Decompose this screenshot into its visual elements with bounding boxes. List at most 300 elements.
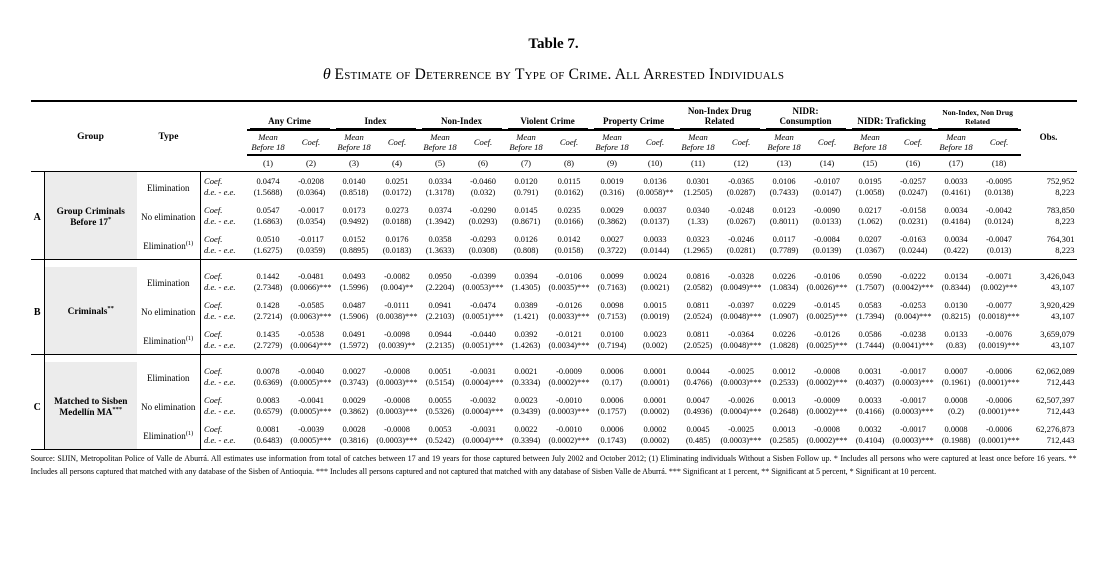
coef-value: 0.0226 [772, 330, 796, 339]
coef-value: 0.0023 [643, 330, 667, 339]
se-value: (0.2533) [769, 378, 799, 387]
coef-value: 0.0028 [342, 425, 366, 434]
coef-value: 0.0045 [686, 425, 710, 434]
se-value: (0.004)*** [894, 312, 932, 321]
se-value: (0.6483) [247, 435, 290, 450]
coef-value: 0.0152 [342, 235, 366, 244]
column-number: (16) [892, 155, 935, 172]
se-value: (0.0064)*** [290, 340, 333, 355]
theta-symbol: θ [322, 66, 331, 83]
type-label: Elimination [143, 336, 186, 346]
se-value: (1.6863) [253, 217, 283, 226]
coef-value: 0.0474 [256, 177, 280, 186]
se-value: (0.0139) [806, 245, 849, 260]
se-value: (0.0025)*** [806, 312, 848, 321]
se-value: (0.0003)*** [892, 435, 935, 450]
group-spacer-row [31, 355, 1077, 363]
coef-row [31, 362, 1077, 377]
coef-row-label: Coef. [201, 230, 247, 245]
coef-value: 0.0001 [643, 367, 667, 376]
coef-value: -0.0481 [298, 272, 324, 281]
se-value: (1.0834) [769, 283, 799, 292]
se-value: (1.3178) [425, 188, 455, 197]
se-value: (0.7153) [597, 312, 627, 321]
type-label: Elimination [147, 278, 190, 288]
se-value: (0.0183) [376, 245, 419, 260]
se-value: (0.0354) [296, 217, 326, 226]
se-value: (1.2965) [677, 245, 720, 260]
se-row-label: d.e. - e.e. [201, 435, 247, 450]
column-number: (5) [419, 155, 462, 172]
table-subtitle [0, 66, 1107, 84]
se-row-label: d.e. - e.e. [201, 187, 247, 201]
coef-value: -0.0126 [814, 330, 840, 339]
crime-category-header [247, 101, 333, 130]
se-value: (0.83) [935, 340, 978, 355]
obs-value: 43,107 [1021, 340, 1077, 355]
se-value: (0.0001)*** [978, 435, 1021, 450]
coef-row [31, 267, 1077, 282]
se-value: (1.7444) [849, 340, 892, 355]
se-value: (0.0041)*** [892, 340, 935, 355]
coef-row [31, 172, 1077, 188]
se-value: (0.0267) [726, 217, 756, 226]
se-value: (0.0002)*** [806, 378, 848, 387]
se-value: (0.0035)*** [548, 283, 590, 292]
se-value: (0.0005)*** [290, 378, 332, 387]
group-letter: C [31, 362, 45, 450]
type-superscript: (1) [185, 240, 194, 247]
se-value: (0.0364) [296, 188, 326, 197]
crime-category-label: Violent Crime [508, 105, 588, 129]
letter-column-header [31, 101, 45, 172]
coef-value: -0.0071 [986, 272, 1012, 281]
se-value: (1.3633) [419, 245, 462, 260]
se-value: (0.1743) [591, 435, 634, 450]
se-value: (0.5242) [419, 435, 462, 450]
type-cell [137, 420, 201, 450]
coef-value: -0.0006 [986, 367, 1012, 376]
se-value: (2.2204) [425, 283, 455, 292]
se-value: (0.0138) [984, 188, 1014, 197]
se-value: (0.0048)*** [720, 340, 763, 355]
coef-value: 0.0323 [686, 235, 710, 244]
footnote: Source: SIJIN, Metropolitan Police of Valle de Aburrá. All estimates use information from total of catches between 17 and 19 years for those captured between July 2002 and October 2012; (1) Eliminating individuals Without a Sisben Follow up. * Includes all persons who were captured at least once before 16 years. ** Includes all persons captured that matched with any database of the Sisben of Antioquia. *** Includes all persons captured and not captured that matched with any database of Sisben Valle de Aburrá. *** Significant at 1 percent, ** Significant at 5 percent, * Significant at 10 percent. [30, 454, 1077, 476]
se-value: (0.3394) [505, 435, 548, 450]
coef-value: 0.1435 [256, 330, 280, 339]
coef-value: -0.0040 [298, 367, 324, 376]
coef-value: 0.0006 [600, 367, 624, 376]
type-cell [137, 267, 201, 296]
se-value: (0.0063)*** [290, 312, 332, 321]
coef-value: 0.0134 [944, 272, 968, 281]
type-label: No elimination [141, 212, 196, 222]
se-value: (0.0001) [640, 378, 670, 387]
obs-value: 3,426,043 [1040, 271, 1075, 281]
coef-value: -0.0208 [298, 177, 324, 186]
se-value: (0.7163) [597, 283, 627, 292]
stat-label-column-header [201, 101, 247, 172]
se-value: (0.0049)*** [720, 283, 762, 292]
coef-value: 0.1428 [256, 301, 280, 310]
se-value: (1.0058) [855, 188, 885, 197]
coef-value: 0.0047 [686, 396, 710, 405]
se-value: (0.0053)*** [462, 283, 504, 292]
mean-before-18-subheader: Mean Before 18 [935, 130, 978, 155]
column-number: (12) [720, 155, 763, 172]
type-cell [137, 201, 201, 230]
coef-value: 0.0394 [514, 272, 538, 281]
crime-category-header [333, 101, 419, 130]
obs-value: 712,443 [1046, 377, 1075, 387]
coef-value: -0.0041 [298, 396, 324, 405]
coef-value: 0.0816 [686, 272, 710, 281]
coef-value: -0.0042 [986, 206, 1012, 215]
se-value: (1.4263) [505, 340, 548, 355]
coef-value: -0.0145 [814, 301, 840, 310]
se-value: (2.2135) [419, 340, 462, 355]
type-label: Elimination [147, 373, 190, 383]
coef-value: -0.0076 [986, 330, 1012, 339]
coef-value: -0.0008 [384, 425, 410, 434]
coef-value: 0.0044 [686, 367, 710, 376]
coef-value: -0.0290 [470, 206, 496, 215]
se-value: (0.0144) [634, 245, 677, 260]
crime-category-header [419, 101, 505, 130]
group-letter: B [31, 267, 45, 355]
se-value: (2.7214) [253, 312, 283, 321]
coef-value: -0.0006 [986, 425, 1012, 434]
obs-value: 62,507,397 [1035, 395, 1075, 405]
coef-value: 0.0081 [256, 425, 280, 434]
coef-value: 0.0033 [858, 396, 882, 405]
se-row-label: d.e. - e.e. [201, 377, 247, 391]
coef-value: -0.0006 [986, 396, 1012, 405]
coef-value: -0.0032 [470, 396, 496, 405]
coef-value: 0.0235 [557, 206, 581, 215]
se-value: (1.5972) [333, 340, 376, 355]
se-value: (0.0137) [640, 217, 670, 226]
coef-value: 0.0226 [772, 272, 796, 281]
coef-value: -0.0010 [556, 425, 582, 434]
se-row-label: d.e. - e.e. [201, 216, 247, 230]
coef-subheader: Coef. [548, 130, 591, 155]
obs-value: 712,443 [1021, 435, 1077, 450]
mean-before-18-subheader: Mean Before 18 [849, 130, 892, 155]
coef-subheader: Coef. [376, 130, 419, 155]
group-column-header: Group [45, 101, 137, 172]
se-value: (0.0359) [290, 245, 333, 260]
table-header [31, 101, 1077, 172]
coef-value: 0.0547 [256, 206, 280, 215]
se-value: (0.0247) [898, 188, 928, 197]
se-value: (1.2505) [683, 188, 713, 197]
se-value: (0.002)*** [980, 283, 1018, 292]
coef-value: 0.0013 [772, 425, 796, 434]
coef-value: -0.0008 [814, 367, 840, 376]
se-value: (0.0166) [554, 217, 584, 226]
crime-category-label: Non-Index [422, 105, 502, 129]
coef-value: 0.0583 [858, 301, 882, 310]
coef-value: -0.0293 [470, 235, 496, 244]
coef-value: 0.0491 [342, 330, 366, 339]
se-value: (0.8895) [333, 245, 376, 260]
coef-value: 0.0053 [428, 425, 452, 434]
se-value: (0.0005)*** [290, 435, 333, 450]
coef-value: -0.0474 [470, 301, 496, 310]
se-value: (0.3722) [591, 245, 634, 260]
coef-value: -0.0126 [556, 301, 582, 310]
coef-value: -0.0538 [298, 330, 324, 339]
type-cell [137, 391, 201, 420]
se-value: (2.0582) [683, 283, 713, 292]
coef-value: 0.0944 [428, 330, 452, 339]
coef-value: 0.0033 [643, 235, 667, 244]
se-value: (1.7394) [855, 312, 885, 321]
coef-value: 0.0098 [600, 301, 624, 310]
group-name-superscript: *** [112, 405, 123, 413]
se-value: (0.3816) [333, 435, 376, 450]
obs-value: 8,223 [1055, 216, 1075, 226]
coef-value: 0.0022 [514, 425, 538, 434]
obs-value: 712,443 [1046, 406, 1075, 416]
se-value: (1.6275) [247, 245, 290, 260]
coef-value: 0.0008 [944, 425, 968, 434]
coef-value: -0.0106 [556, 272, 582, 281]
coef-value: -0.0077 [986, 301, 1012, 310]
type-cell [137, 325, 201, 355]
coef-row [31, 325, 1077, 340]
coef-row-label: Coef. [201, 391, 247, 406]
se-value: (0.3862) [597, 217, 627, 226]
coef-value: 0.0033 [944, 177, 968, 186]
se-value: (0.0001)*** [978, 407, 1020, 416]
se-value: (0.6579) [253, 407, 283, 416]
obs-value: 8,223 [1021, 245, 1077, 260]
group-name-cell [45, 172, 137, 260]
coef-value: -0.0017 [900, 396, 926, 405]
se-value: (2.0525) [677, 340, 720, 355]
coef-row [31, 296, 1077, 311]
coef-value: 0.0374 [428, 206, 452, 215]
coef-value: 0.0013 [772, 396, 796, 405]
se-row-label: d.e. - e.e. [201, 406, 247, 420]
coef-value: 0.0126 [514, 235, 538, 244]
coef-value: 0.0487 [342, 301, 366, 310]
se-value: (0.0004)*** [462, 407, 504, 416]
crime-category-header [763, 101, 849, 130]
coef-value: -0.0017 [298, 206, 324, 215]
se-value: (0.0003)*** [892, 407, 934, 416]
coef-value: -0.0084 [814, 235, 840, 244]
coef-value: 0.0229 [772, 301, 796, 310]
coef-value: -0.0163 [900, 235, 926, 244]
se-value: (0.4936) [683, 407, 713, 416]
coef-value: 0.1442 [256, 272, 280, 281]
coef-value: 0.0392 [514, 330, 538, 339]
column-number: (1) [247, 155, 290, 172]
coef-row-label: Coef. [201, 362, 247, 377]
se-value: (0.3439) [511, 407, 541, 416]
coef-value: 0.0334 [428, 177, 452, 186]
crime-category-label: Non-Index Drug Related [680, 105, 760, 129]
coef-value: -0.0399 [470, 272, 496, 281]
coef-row-label: Coef. [201, 267, 247, 282]
se-value: (0.3334) [511, 378, 541, 387]
se-row-label: d.e. - e.e. [201, 245, 247, 260]
se-value: (0.0003)*** [892, 378, 934, 387]
table-number-title: Table 7. [528, 36, 579, 52]
coef-value: -0.0222 [900, 272, 926, 281]
coef-value: -0.0121 [556, 330, 582, 339]
se-value: (1.0367) [849, 245, 892, 260]
se-value: (1.062) [857, 217, 883, 226]
group-name: Matched to Sisben Medellín MA [54, 396, 128, 418]
coef-row [31, 391, 1077, 406]
coef-value: -0.0095 [986, 177, 1012, 186]
se-value: (0.2648) [769, 407, 799, 416]
type-superscript: (1) [185, 335, 194, 342]
group-letter: A [31, 172, 45, 260]
se-value: (0.0002) [640, 407, 670, 416]
se-value: (0.4166) [855, 407, 885, 416]
se-row-label: d.e. - e.e. [201, 340, 247, 355]
se-value: (0.3862) [339, 407, 369, 416]
se-value: (0.4037) [855, 378, 885, 387]
mean-before-18-subheader: Mean Before 18 [763, 130, 806, 155]
se-value: (2.7348) [253, 283, 283, 292]
coef-value: 0.0012 [772, 367, 796, 376]
group-name: Group Criminals Before 17 [56, 206, 125, 228]
se-value: (0.485) [677, 435, 720, 450]
column-number: (17) [935, 155, 978, 172]
type-cell [137, 230, 201, 260]
se-value: (1.0828) [763, 340, 806, 355]
coef-value: -0.0365 [728, 177, 754, 186]
se-value: (0.0002) [634, 435, 677, 450]
group-name-cell [45, 362, 137, 450]
se-value: (0.013) [978, 245, 1021, 260]
se-value: (0.0003)*** [720, 378, 762, 387]
coef-value: -0.0098 [384, 330, 410, 339]
coef-subheader: Coef. [462, 130, 505, 155]
crime-category-label: Non-Index, Non Drug Related [938, 105, 1018, 129]
se-value: (0.0003)*** [376, 435, 419, 450]
coef-value: -0.0031 [470, 425, 496, 434]
se-value: (0.0188) [382, 217, 412, 226]
coef-value: 0.0099 [600, 272, 624, 281]
se-value: (0.9492) [339, 217, 369, 226]
crime-category-header [935, 101, 1021, 130]
coef-value: 0.0006 [600, 425, 624, 434]
coef-value: 0.0032 [858, 425, 882, 434]
coef-value: 0.0136 [643, 177, 667, 186]
column-number: (7) [505, 155, 548, 172]
coef-value: -0.0090 [814, 206, 840, 215]
type-label: Elimination [143, 241, 186, 251]
se-value: (0.2) [948, 407, 965, 416]
coef-value: 0.0055 [428, 396, 452, 405]
coef-value: 0.0115 [557, 177, 581, 186]
group-name-superscript: * [108, 215, 112, 223]
coef-value: 0.0586 [858, 330, 882, 339]
coef-value: 0.0811 [686, 330, 710, 339]
se-value: (1.7507) [855, 283, 885, 292]
obs-column-header: Obs. [1021, 101, 1077, 172]
coef-value: 0.0590 [858, 272, 882, 281]
obs-value: 3,920,429 [1040, 300, 1075, 310]
se-value: (0.808) [505, 245, 548, 260]
coef-value: -0.0117 [298, 235, 324, 244]
se-value: (0.0038)*** [376, 312, 418, 321]
column-number: (18) [978, 155, 1021, 172]
coef-value: 0.0024 [643, 272, 667, 281]
se-value: (0.7789) [763, 245, 806, 260]
se-value: (0.4184) [941, 217, 971, 226]
column-number: (10) [634, 155, 677, 172]
coef-value: -0.0008 [384, 396, 410, 405]
se-value: (0.0026)*** [806, 283, 848, 292]
coef-value: 0.0140 [342, 177, 366, 186]
se-value: (0.0124) [984, 217, 1014, 226]
column-number: (15) [849, 155, 892, 172]
se-value: (0.0025)*** [806, 340, 849, 355]
coef-value: 0.0123 [772, 206, 796, 215]
coef-value: 0.0029 [342, 396, 366, 405]
coef-value: -0.0082 [384, 272, 410, 281]
coef-value: 0.0145 [514, 206, 538, 215]
se-value: (1.0907) [769, 312, 799, 321]
crime-category-label: NIDR: Consumption [766, 105, 846, 129]
coef-value: 0.0006 [600, 396, 624, 405]
coef-row-label: Coef. [201, 420, 247, 435]
group-name-superscript: ** [107, 304, 114, 312]
type-superscript: (1) [185, 430, 194, 437]
crime-category-label: Any Crime [250, 105, 330, 129]
coef-value: -0.0031 [470, 367, 496, 376]
coef-value: 0.0251 [385, 177, 409, 186]
se-value: (0.1988) [935, 435, 978, 450]
coef-value: 0.0273 [385, 206, 409, 215]
group-name: Criminals [67, 307, 108, 317]
se-value: (0.4104) [849, 435, 892, 450]
group-spacer-row [31, 260, 1077, 268]
se-value: (0.0231) [898, 217, 928, 226]
se-value: (0.0051)*** [462, 312, 504, 321]
coef-value: 0.0389 [514, 301, 538, 310]
coef-value: 0.0133 [944, 330, 968, 339]
coef-value: -0.0397 [728, 301, 754, 310]
coef-value: 0.0173 [342, 206, 366, 215]
obs-value: 43,107 [1050, 311, 1075, 321]
coef-value: 0.0217 [858, 206, 882, 215]
se-value: (0.0001)*** [978, 378, 1020, 387]
se-value: (0.0019) [640, 312, 670, 321]
type-cell [137, 172, 201, 202]
se-value: (0.1757) [597, 407, 627, 416]
se-value: (0.5154) [425, 378, 455, 387]
coef-value: 0.0078 [256, 367, 280, 376]
coef-value: 0.0195 [858, 177, 882, 186]
coef-value: -0.0107 [814, 177, 840, 186]
obs-value: 62,062,089 [1035, 366, 1075, 376]
se-value: (0.2585) [763, 435, 806, 450]
obs-value: 752,952 [1046, 176, 1075, 186]
coef-value: -0.0238 [900, 330, 926, 339]
type-cell [137, 296, 201, 325]
crime-category-header [677, 101, 763, 130]
se-value: (0.0003)*** [548, 407, 590, 416]
